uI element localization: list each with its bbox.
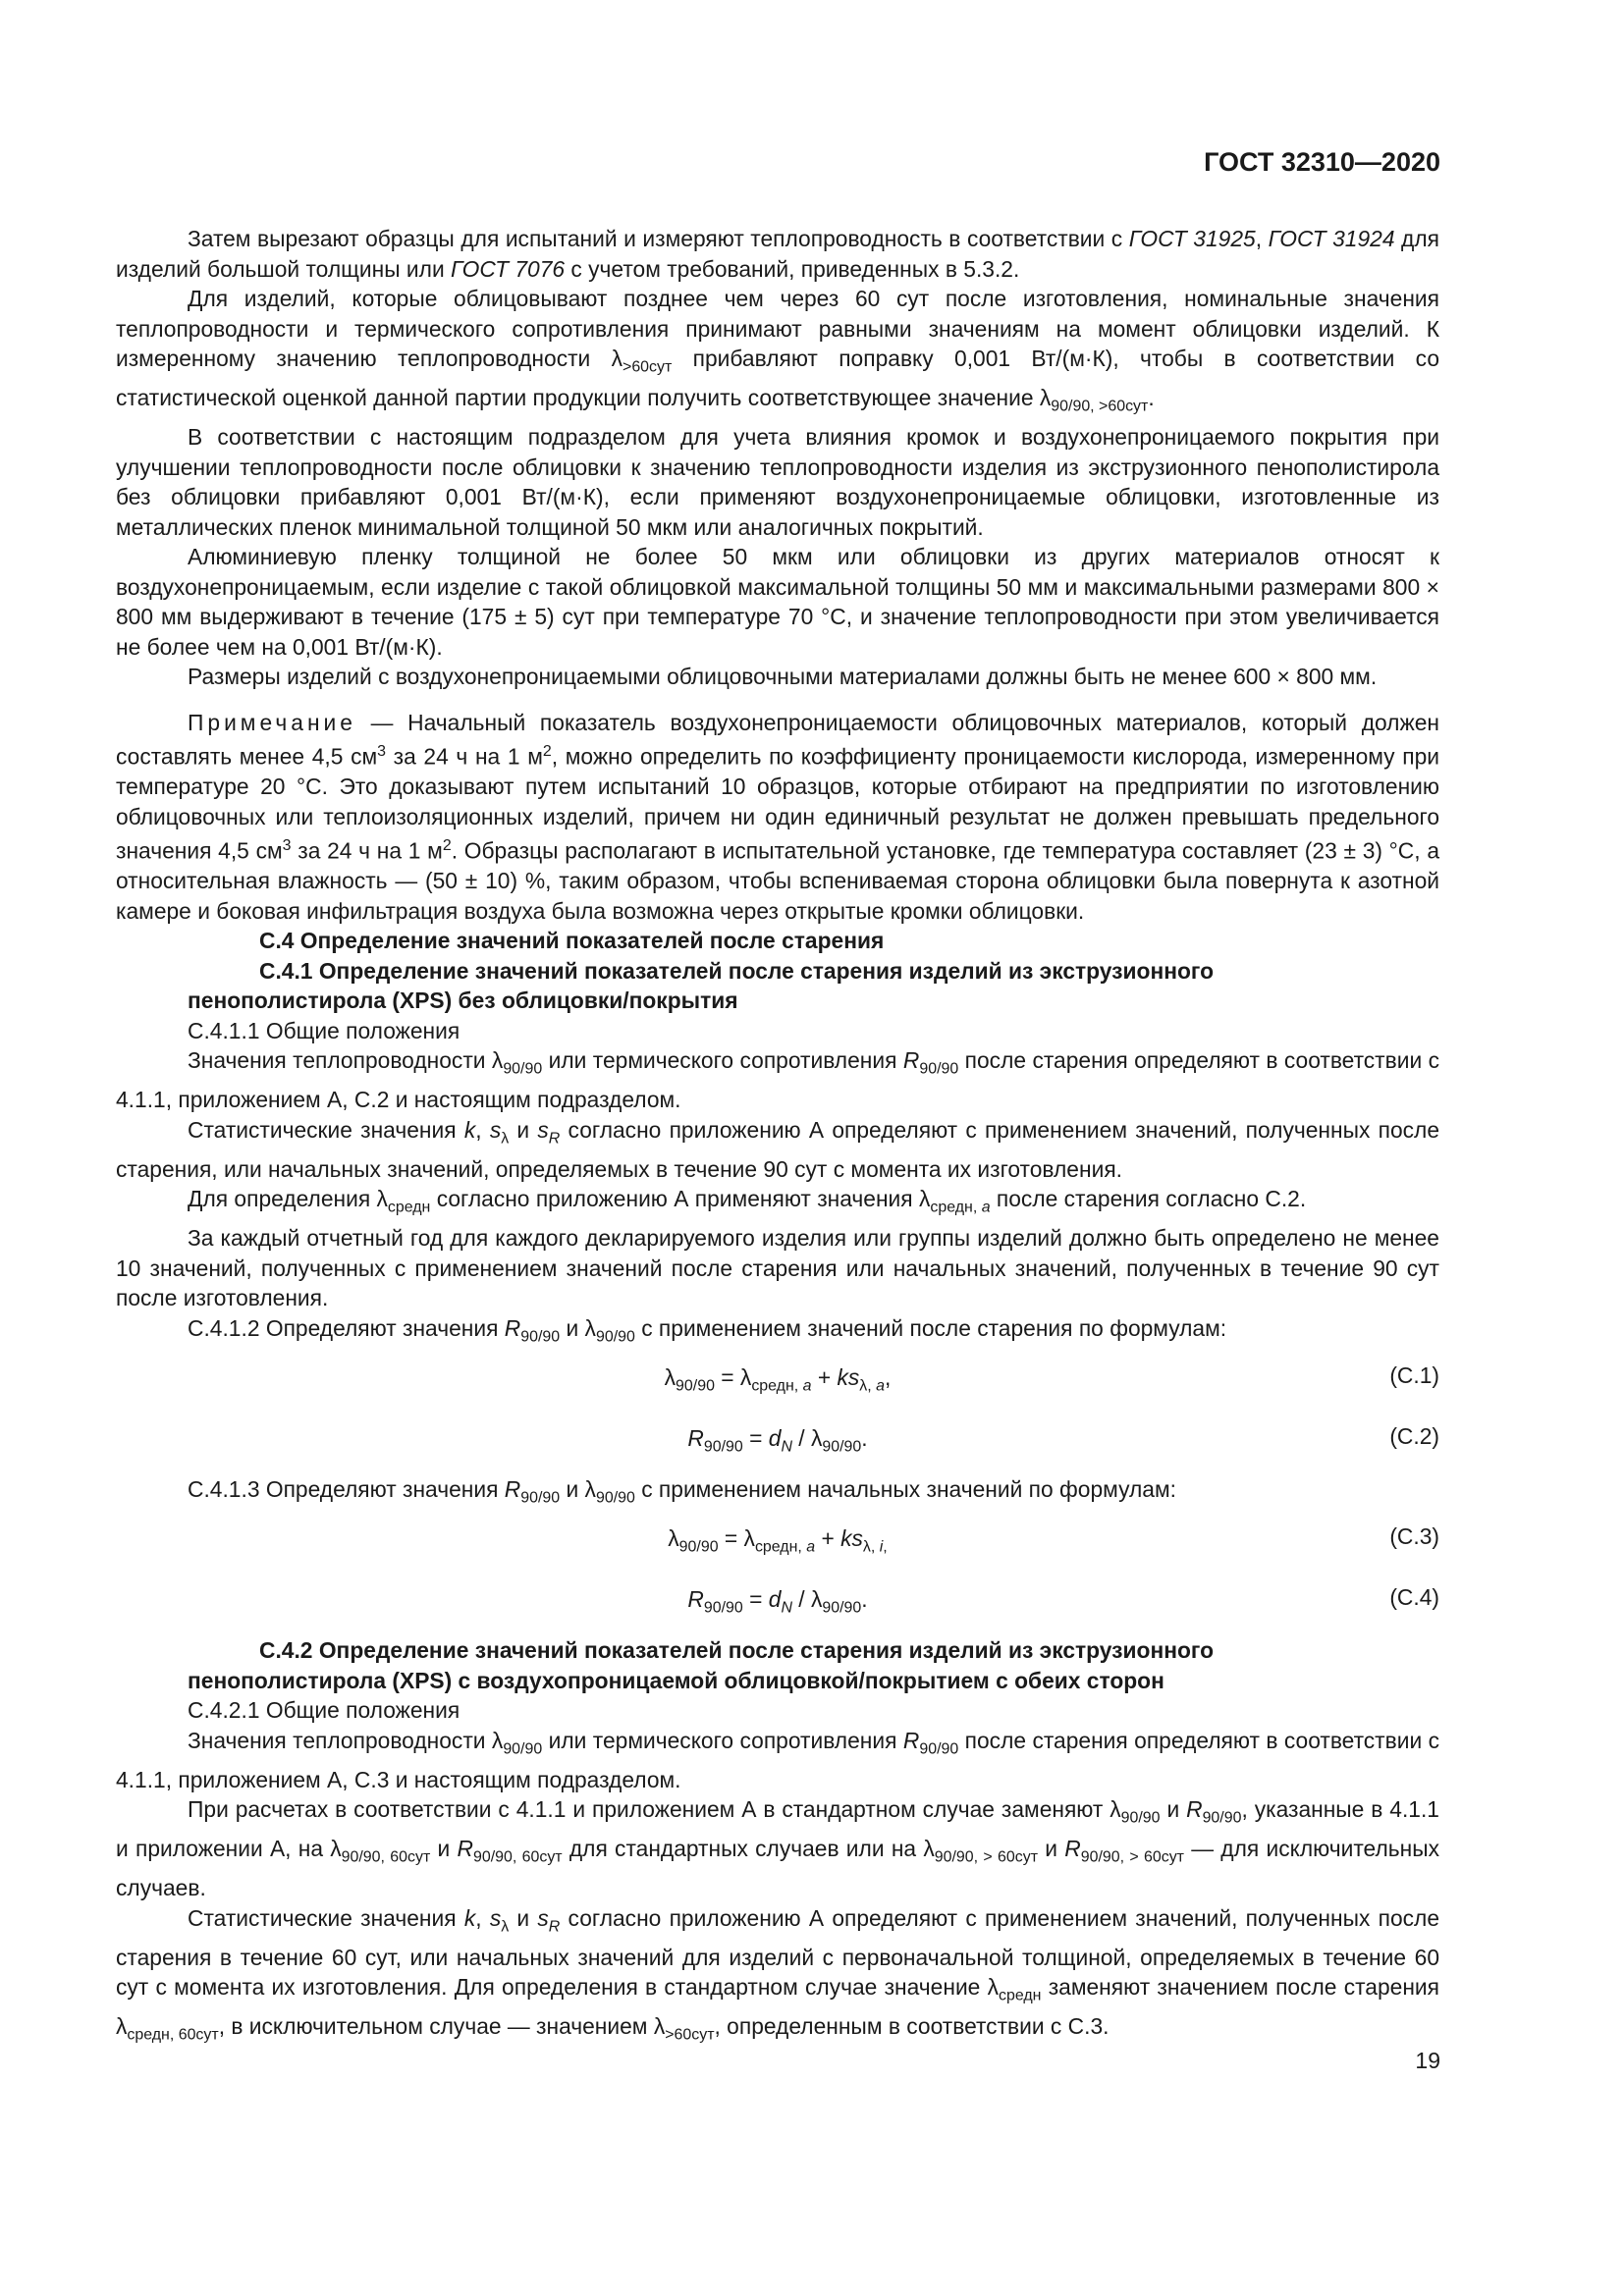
page-number: 19 [1415,2048,1440,2073]
formula-expression: $R_{90/90} = d_N / \lambda_{90/90}$. [687,1586,868,1617]
subsection-heading: С.4.2 Определение значений показателей после старения изделий из экструзионного пенополистирола (XPS) с воздухопроницаемой облицовкой/покрытием с обеих сторон [188,1637,1215,1693]
spacer [116,692,1439,708]
formula [116,1414,1439,1474]
paragraph: Значения теплопроводности $\lambda_{90/90}$ или термического сопротивления $R_{90/90}$ после старения определяют в соответствии с 4.1.1, приложением А, С.3 и настоящим подразделом. [116,1727,1440,1792]
paragraph: Значения теплопроводности $\lambda_{90/90}$ или термического сопротивления $R_{90/90}$ после старения определяют в соответствии с 4.1.1, приложением А, С.2 и настоящим подразделом. [116,1047,1440,1113]
clause-title: С.4.2.1 Общие положения [188,1697,460,1724]
paragraph: Статистические значения k, $s_\lambda$ и $s_R$ согласно приложению А определяют с применением значений, полученных после старения в течение 60 сут, или начальных значений для изделий с первоначальной толщиной, определяемых в течение 60 сут с момента их изготовления. Для определения в стандартном случае значение $\lambda_{средн}$ заменяют значением после старения $\lambda_{средн, 60сут}$, в исключительном случае — значением $\lambda_{>60сут}$, определенным в соответствии с С.3. [116,1904,1440,2044]
formula-expression: $\lambda_{90/90} = \lambda_{средн, a} + ks_{\lambda, i,}$ [668,1525,888,1556]
subsection-heading: С.4.1 Определение значений показателей после старения изделий из экструзионного пенополистирола (XPS) без облицовки/покрытия [188,957,1215,1014]
paragraph: Для изделий, которые облицовывают позднее чем через 60 сут после изготовления, номинальные значения теплопроводности и термического сопротивления принимают равными значениям на момент облицовки изделий. К измеренному значению теплопроводности $\lambda_{>60сут}$ прибавляют поправку 0,001 Вт/(м·К), чтобы в соответствии со статистической оценкой данной партии продукции получить соответствующее значение $\lambda_{90/90, >60сут}$. [116,286,1439,415]
formula-number: (С.3) [1389,1523,1439,1550]
paragraph: В соответствии с настоящим подразделом для учета влияния кромок и воздухонепроницаемого покрытия при улучшении теплопроводности после облицовки к значению теплопроводности изделия из экструзионного пенополистирола без облицовки прибавляют 0,001 Вт/(м·К), если применяют воздухонепроницаемые облицовки, изготовленные из металлических пленок минимальной толщиной 50 мкм или аналогичных покрытий. [116,424,1439,540]
formula-number: (С.1) [1389,1362,1439,1388]
document-body [116,224,1439,2051]
paragraph: С.4.1.3 Определяют значения $R_{90/90}$ и $\lambda_{90/90}$ с применением начальных значений по формулам: [188,1475,1176,1507]
paragraph: За каждый отчетный год для каждого декларируемого изделия или группы изделий должно быть определено не менее 10 значений, полученных с применением значений после старения или начальных значений, полученных в течение 90 сут после изготовления. [116,1225,1439,1311]
formula [116,1514,1439,1575]
paragraph: Для определения $\lambda_{средн}$ согласно приложению А применяют значения $\lambda_{средн, a}$ после старения согласно С.2. [188,1186,1307,1216]
formula-expression: $R_{90/90} = d_N / \lambda_{90/90}$. [687,1424,868,1456]
paragraph: При расчетах в соответствии с 4.1.1 и приложением А в стандартном случае заменяют $\lambda_{90/90}$ и $R_{90/90}$, указанные в 4.1.1 и приложении А, на $\lambda_{90/90, 60сут}$ и $R_{90/90, 60сут}$ для стандартных случаев или на $\lambda_{90/90, > 60сут}$ и $R_{90/90, > 60сут}$ — для исключительных случаев. [116,1796,1440,1901]
standard-header: ГОСТ 32310—2020 [1204,147,1440,177]
paragraph: Затем вырезают образцы для испытаний и измеряют теплопроводность в соответствии с ГОСТ 31925, ГОСТ 31924 для изделий большой толщины или ГОСТ 7076 с учетом требований, приведенных в 5.3.2. [116,226,1439,282]
formula-number: (С.2) [1389,1422,1439,1449]
paragraph: Примечание — Начальный показатель воздухонепроницаемости облицовочных материалов, который должен составлять менее 4,5 $см^3$ за 24 ч на 1 $м^2$, можно определить по коэффициенту проницаемости кислорода, измеренному при температуре 20 °С. Это доказывают путем испытаний 10 образцов, которые отбирают на предприятии по изготовлению облицовочных или теплоизоляционных изделий, причем ни один единичный результат не должен превышать предельного значения 4,5 $см^3$ за 24 ч на 1 $м^2$. Образцы располагают в испытательной установке, где температура составляет (23 ± 3) °С, а относительная влажность — (50 ± 10) %, таким образом, чтобы вспениваемая сторона облицовки была повернута к азотной камере и боковая инфильтрация воздуха была возможна через открытые кромки облицовки. [116,709,1439,924]
paragraph: Размеры изделий с воздухонепроницаемыми облицовочными материалами должны быть не менее 600 × 800 мм. [188,664,1378,690]
formula-number: (С.4) [1389,1584,1439,1611]
formula [116,1575,1439,1635]
section-heading: С.4 Определение значений показателей после старения [259,928,885,954]
paragraph: Алюминиевую пленку толщиной не более 50 мкм или облицовки из других материалов относят к воздухонепроницаемым, если изделие с такой облицовкой максимальной толщины 50 мм и максимальными размерами 800 × 800 мм выдерживают в течение (175 ± 5) сут при температуре 70 °С, и значение теплопроводности при этом увеличивается не более чем на 0,001 Вт/(м·К). [116,544,1439,660]
paragraph: Статистические значения k, $s_\lambda$ и $s_R$ согласно приложению А определяют с применением значений, полученных после старения, или начальных значений, определяемых в течение 90 сут с момента их изготовления. [116,1116,1440,1182]
paragraph: С.4.1.2 Определяют значения $R_{90/90}$ и $\lambda_{90/90}$ с применением значений после старения по формулам: [188,1314,1227,1346]
clause-title: С.4.1.1 Общие положения [188,1017,460,1043]
formula-expression: $\lambda_{90/90} = \lambda_{средн, a} + ks_{\lambda, a}$, [664,1363,892,1395]
formula [116,1353,1439,1414]
